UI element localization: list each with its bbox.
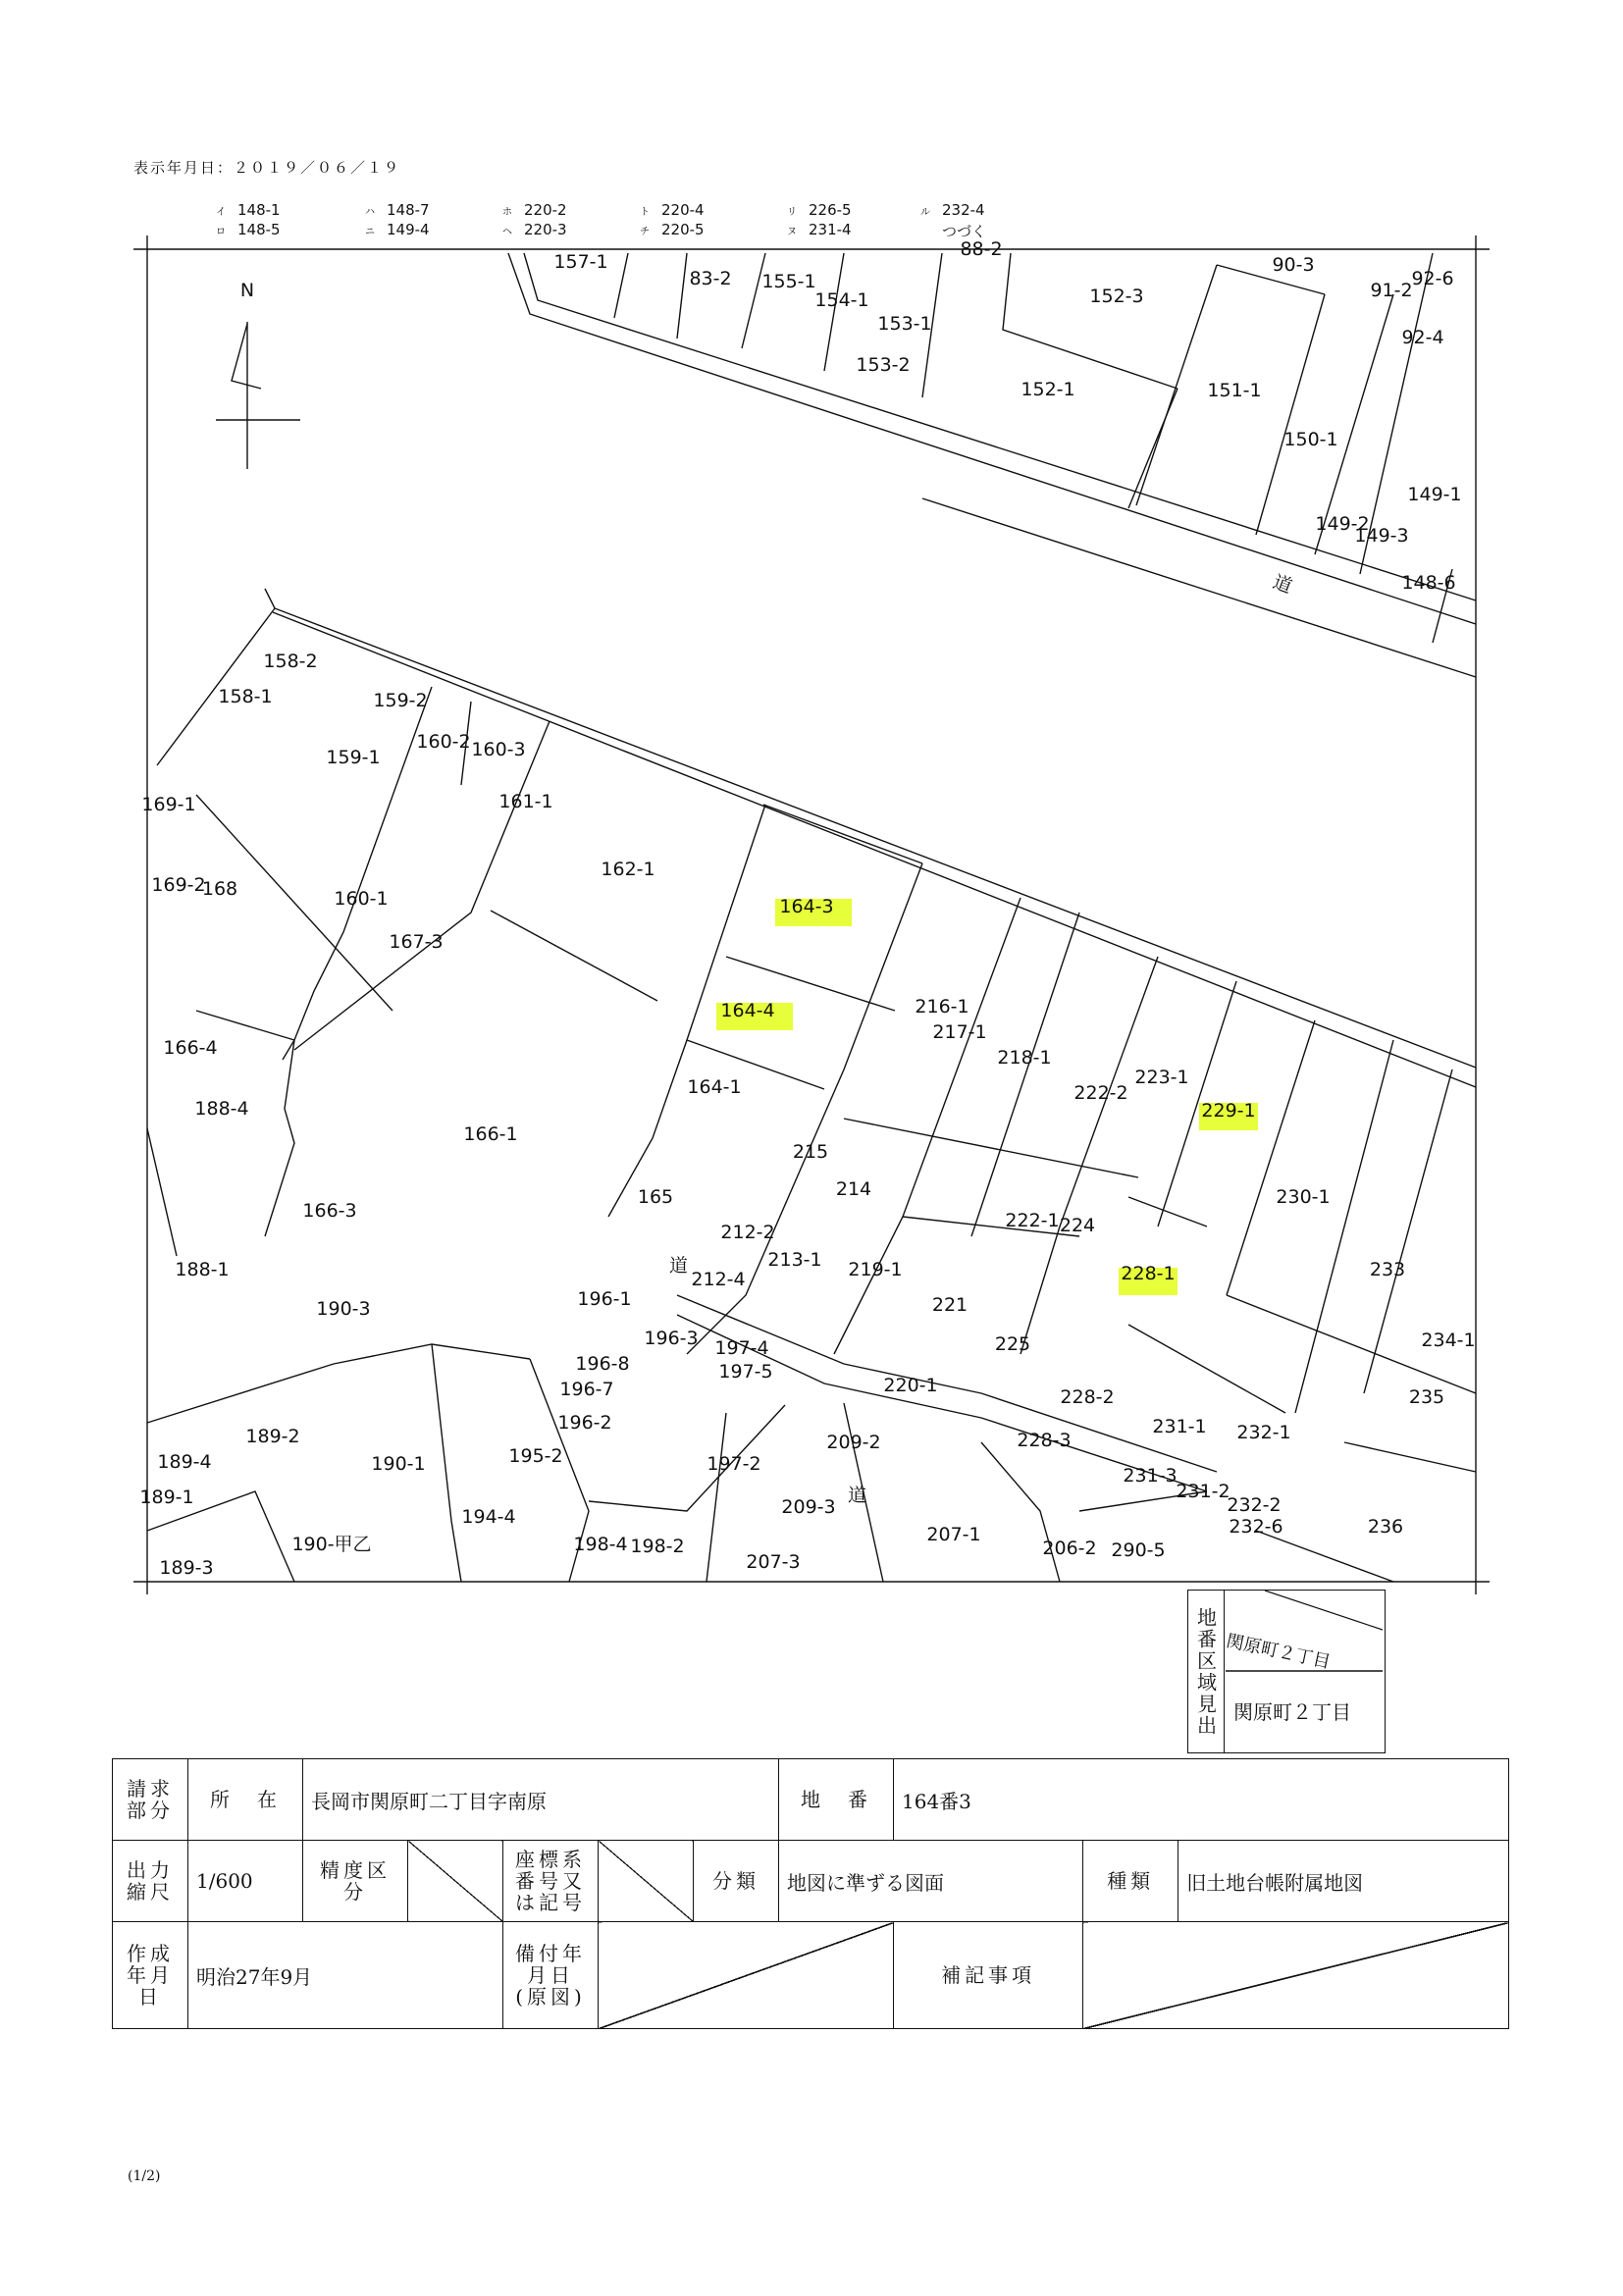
parcel-label: 219-1 bbox=[848, 1259, 903, 1280]
parcel-label: 231-3 bbox=[1123, 1465, 1178, 1487]
parcel-label: 215 bbox=[792, 1141, 829, 1163]
parcel-label: 149-2 bbox=[1315, 513, 1370, 535]
parcel-label: 91-2 bbox=[1370, 280, 1413, 301]
parcel-label: 222-2 bbox=[1073, 1082, 1128, 1104]
area-index-name: 関原町２丁目 bbox=[1224, 1630, 1333, 1673]
parcel-label: 166-4 bbox=[163, 1037, 218, 1059]
type-label: 種類 bbox=[1083, 1841, 1178, 1922]
area-index-title: 地番区域見出 bbox=[1188, 1591, 1225, 1752]
parcel-label: 188-1 bbox=[175, 1259, 230, 1280]
parcel-label: 161-1 bbox=[498, 791, 553, 812]
parcel-label: 83-2 bbox=[689, 268, 732, 289]
parcel-label: 235 bbox=[1408, 1386, 1445, 1408]
parcel-label: 209-2 bbox=[826, 1432, 881, 1453]
scale-label: 出力縮尺 bbox=[113, 1841, 188, 1922]
parcel-label: 197-2 bbox=[707, 1453, 761, 1475]
parcel-label: 232-2 bbox=[1227, 1494, 1282, 1516]
remarks-date-label: 備付年月日(原図) bbox=[503, 1922, 599, 2029]
parcel-label: 197-4 bbox=[714, 1337, 769, 1359]
parcel-label: 224 bbox=[1059, 1215, 1096, 1236]
legend-item: ル 232-4 bbox=[920, 201, 985, 219]
parcel-label: 169-1 bbox=[141, 794, 196, 815]
parcel-label: 196-2 bbox=[557, 1412, 612, 1434]
parcel-label: 190-甲乙 bbox=[291, 1534, 372, 1555]
parcel-label: 160-1 bbox=[334, 888, 389, 910]
parcel-label: 153-1 bbox=[877, 313, 932, 335]
north-label: N bbox=[239, 280, 255, 301]
request-label: 請求部分 bbox=[113, 1759, 188, 1841]
parcel-label: 151-1 bbox=[1207, 380, 1262, 401]
display-date: 表示年月日：２０１９／０６／１９ bbox=[133, 159, 401, 177]
inset-lines bbox=[1226, 1591, 1383, 1752]
parcel-label: 155-1 bbox=[761, 271, 816, 292]
parcel-label: 154-1 bbox=[814, 289, 869, 311]
parcel-label: 168 bbox=[201, 878, 238, 900]
parcel-label: 233 bbox=[1369, 1259, 1406, 1280]
parcel-label: 189-4 bbox=[157, 1451, 212, 1473]
parcel-label: 169-2 bbox=[151, 874, 206, 896]
parcel-label: 92-4 bbox=[1401, 327, 1444, 348]
parcel-label-highlighted: 164-3 bbox=[779, 896, 834, 917]
parcel-label: 218-1 bbox=[997, 1047, 1052, 1069]
class-label: 分類 bbox=[694, 1841, 779, 1922]
parcel-label: 190-3 bbox=[316, 1298, 371, 1320]
parcel-label: 216-1 bbox=[915, 996, 969, 1018]
legend-item: ニ 149-4 bbox=[365, 221, 430, 238]
parcel-label-highlighted: 164-4 bbox=[720, 1000, 775, 1021]
parcel-label: 150-1 bbox=[1283, 429, 1338, 450]
lot-label: 地 番 bbox=[779, 1759, 894, 1841]
parcel-label: 167-3 bbox=[389, 931, 444, 953]
legend-item: ト 220-4 bbox=[640, 201, 705, 219]
parcel-label: 160-2 bbox=[416, 731, 471, 753]
parcel-label: 162-1 bbox=[601, 859, 655, 880]
lot-value: 164番3 bbox=[894, 1759, 1509, 1841]
parcel-label: 232-1 bbox=[1236, 1422, 1291, 1443]
parcel-label: 189-1 bbox=[139, 1487, 194, 1508]
parcel-label: 207-3 bbox=[746, 1551, 801, 1573]
parcel-label: 196-8 bbox=[575, 1353, 630, 1375]
certificate-table bbox=[112, 1758, 1509, 2029]
parcel-label: 222-1 bbox=[1005, 1210, 1060, 1231]
road-label: 道 bbox=[669, 1255, 689, 1277]
parcel-label: 166-1 bbox=[463, 1123, 518, 1145]
parcel-label: 149-1 bbox=[1407, 484, 1462, 505]
precision-label: 精度区分 bbox=[303, 1841, 408, 1922]
parcel-label: 152-1 bbox=[1021, 379, 1075, 400]
remarks-date-empty bbox=[599, 1922, 894, 2029]
parcel-label: 207-1 bbox=[926, 1524, 981, 1545]
parcel-label: 223-1 bbox=[1134, 1067, 1189, 1088]
parcel-label: 225 bbox=[994, 1333, 1031, 1355]
parcel-label: 217-1 bbox=[932, 1021, 987, 1043]
parcel-label: 195-2 bbox=[508, 1445, 563, 1467]
created-label: 作成年月日 bbox=[113, 1922, 188, 2029]
parcel-label: 148-6 bbox=[1401, 572, 1456, 594]
parcel-label: 196-7 bbox=[559, 1379, 614, 1400]
legend-item: ホ 220-2 bbox=[502, 201, 567, 219]
parcel-label: 234-1 bbox=[1421, 1330, 1476, 1351]
parcel-label: 196-3 bbox=[644, 1328, 699, 1349]
location-value: 長岡市関原町二丁目字南原 bbox=[303, 1759, 779, 1841]
parcel-label: 194-4 bbox=[461, 1506, 516, 1528]
parcel-label: 149-3 bbox=[1354, 525, 1409, 547]
parcel-label: 231-1 bbox=[1152, 1416, 1207, 1437]
parcel-label: 212-2 bbox=[720, 1222, 775, 1243]
created-value: 明治27年9月 bbox=[188, 1922, 503, 2029]
coord-label: 座標系番号又は記号 bbox=[503, 1841, 599, 1922]
legend-item: リ 226-5 bbox=[787, 201, 852, 219]
parcel-label: 230-1 bbox=[1276, 1186, 1331, 1208]
road-label: 道 bbox=[1270, 571, 1295, 599]
parcel-label: 88-2 bbox=[960, 238, 1003, 260]
area-index-box bbox=[1187, 1590, 1386, 1753]
parcel-label: 152-3 bbox=[1089, 286, 1144, 307]
location-label: 所 在 bbox=[188, 1759, 303, 1841]
coord-empty bbox=[599, 1841, 694, 1922]
parcel-label: 220-1 bbox=[883, 1375, 938, 1396]
legend-item: ハ 148-7 bbox=[365, 201, 430, 219]
legend-item: ヌ 231-4 bbox=[787, 221, 852, 238]
legend-item: つづく bbox=[942, 223, 987, 240]
parcel-label: 160-3 bbox=[471, 739, 526, 760]
parcel-label: 209-3 bbox=[781, 1496, 836, 1518]
parcel-label: 166-3 bbox=[302, 1200, 357, 1222]
parcel-label: 157-1 bbox=[553, 251, 608, 273]
legend-item: ヘ 220-3 bbox=[502, 221, 567, 238]
page-number: (1/2) bbox=[128, 2168, 161, 2184]
parcel-label: 228-3 bbox=[1017, 1430, 1072, 1451]
parcel-label: 214 bbox=[835, 1178, 872, 1200]
precision-empty bbox=[408, 1841, 503, 1922]
parcel-label: 212-4 bbox=[691, 1269, 746, 1290]
parcel-label: 158-2 bbox=[263, 651, 318, 672]
scale-value: 1/600 bbox=[188, 1841, 303, 1922]
parcel-label-highlighted: 228-1 bbox=[1121, 1263, 1176, 1284]
parcel-label: 165 bbox=[637, 1186, 674, 1208]
class-value: 地図に準ずる図面 bbox=[779, 1841, 1083, 1922]
parcel-label-highlighted: 229-1 bbox=[1201, 1100, 1256, 1122]
parcel-label: 92-6 bbox=[1411, 268, 1454, 289]
legend-item: イ 148-1 bbox=[216, 201, 281, 219]
parcel-label: 290-5 bbox=[1111, 1539, 1166, 1561]
parcel-label: 213-1 bbox=[767, 1249, 822, 1271]
parcel-label: 188-4 bbox=[194, 1098, 249, 1120]
parcel-label: 206-2 bbox=[1042, 1538, 1097, 1559]
parcel-label: 228-2 bbox=[1060, 1386, 1115, 1408]
parcel-label: 232-6 bbox=[1229, 1516, 1283, 1538]
type-value: 旧土地台帳附属地図 bbox=[1178, 1841, 1509, 1922]
parcel-label: 189-3 bbox=[159, 1557, 214, 1579]
parcel-label: 153-2 bbox=[856, 354, 911, 376]
parcel-label: 236 bbox=[1367, 1516, 1404, 1538]
parcel-labels bbox=[139, 238, 1475, 1579]
parcel-label: 231-2 bbox=[1176, 1481, 1230, 1502]
legend-item: チ 220-5 bbox=[640, 221, 705, 238]
parcel-label: 159-2 bbox=[373, 690, 428, 711]
notes-empty bbox=[1083, 1922, 1509, 2029]
legend-item: ロ 148-5 bbox=[216, 221, 281, 238]
parcel-label: 190-1 bbox=[371, 1453, 426, 1475]
parcel-label: 158-1 bbox=[218, 686, 273, 707]
parcel-label: 90-3 bbox=[1272, 254, 1315, 276]
notes-label: 補記事項 bbox=[894, 1922, 1083, 2029]
parcel-label: 197-5 bbox=[718, 1361, 773, 1383]
parcel-label: 159-1 bbox=[326, 747, 381, 768]
parcel-label: 189-2 bbox=[245, 1426, 300, 1447]
road-label: 道 bbox=[848, 1485, 867, 1506]
parcel-label: 196-1 bbox=[577, 1288, 632, 1310]
parcel-label: 198-4 bbox=[573, 1534, 628, 1555]
parcel-label: 198-2 bbox=[630, 1536, 685, 1557]
parcel-label: 164-1 bbox=[687, 1076, 742, 1098]
area-index-name: 関原町２丁目 bbox=[1233, 1700, 1351, 1724]
parcel-label: 221 bbox=[931, 1294, 969, 1316]
